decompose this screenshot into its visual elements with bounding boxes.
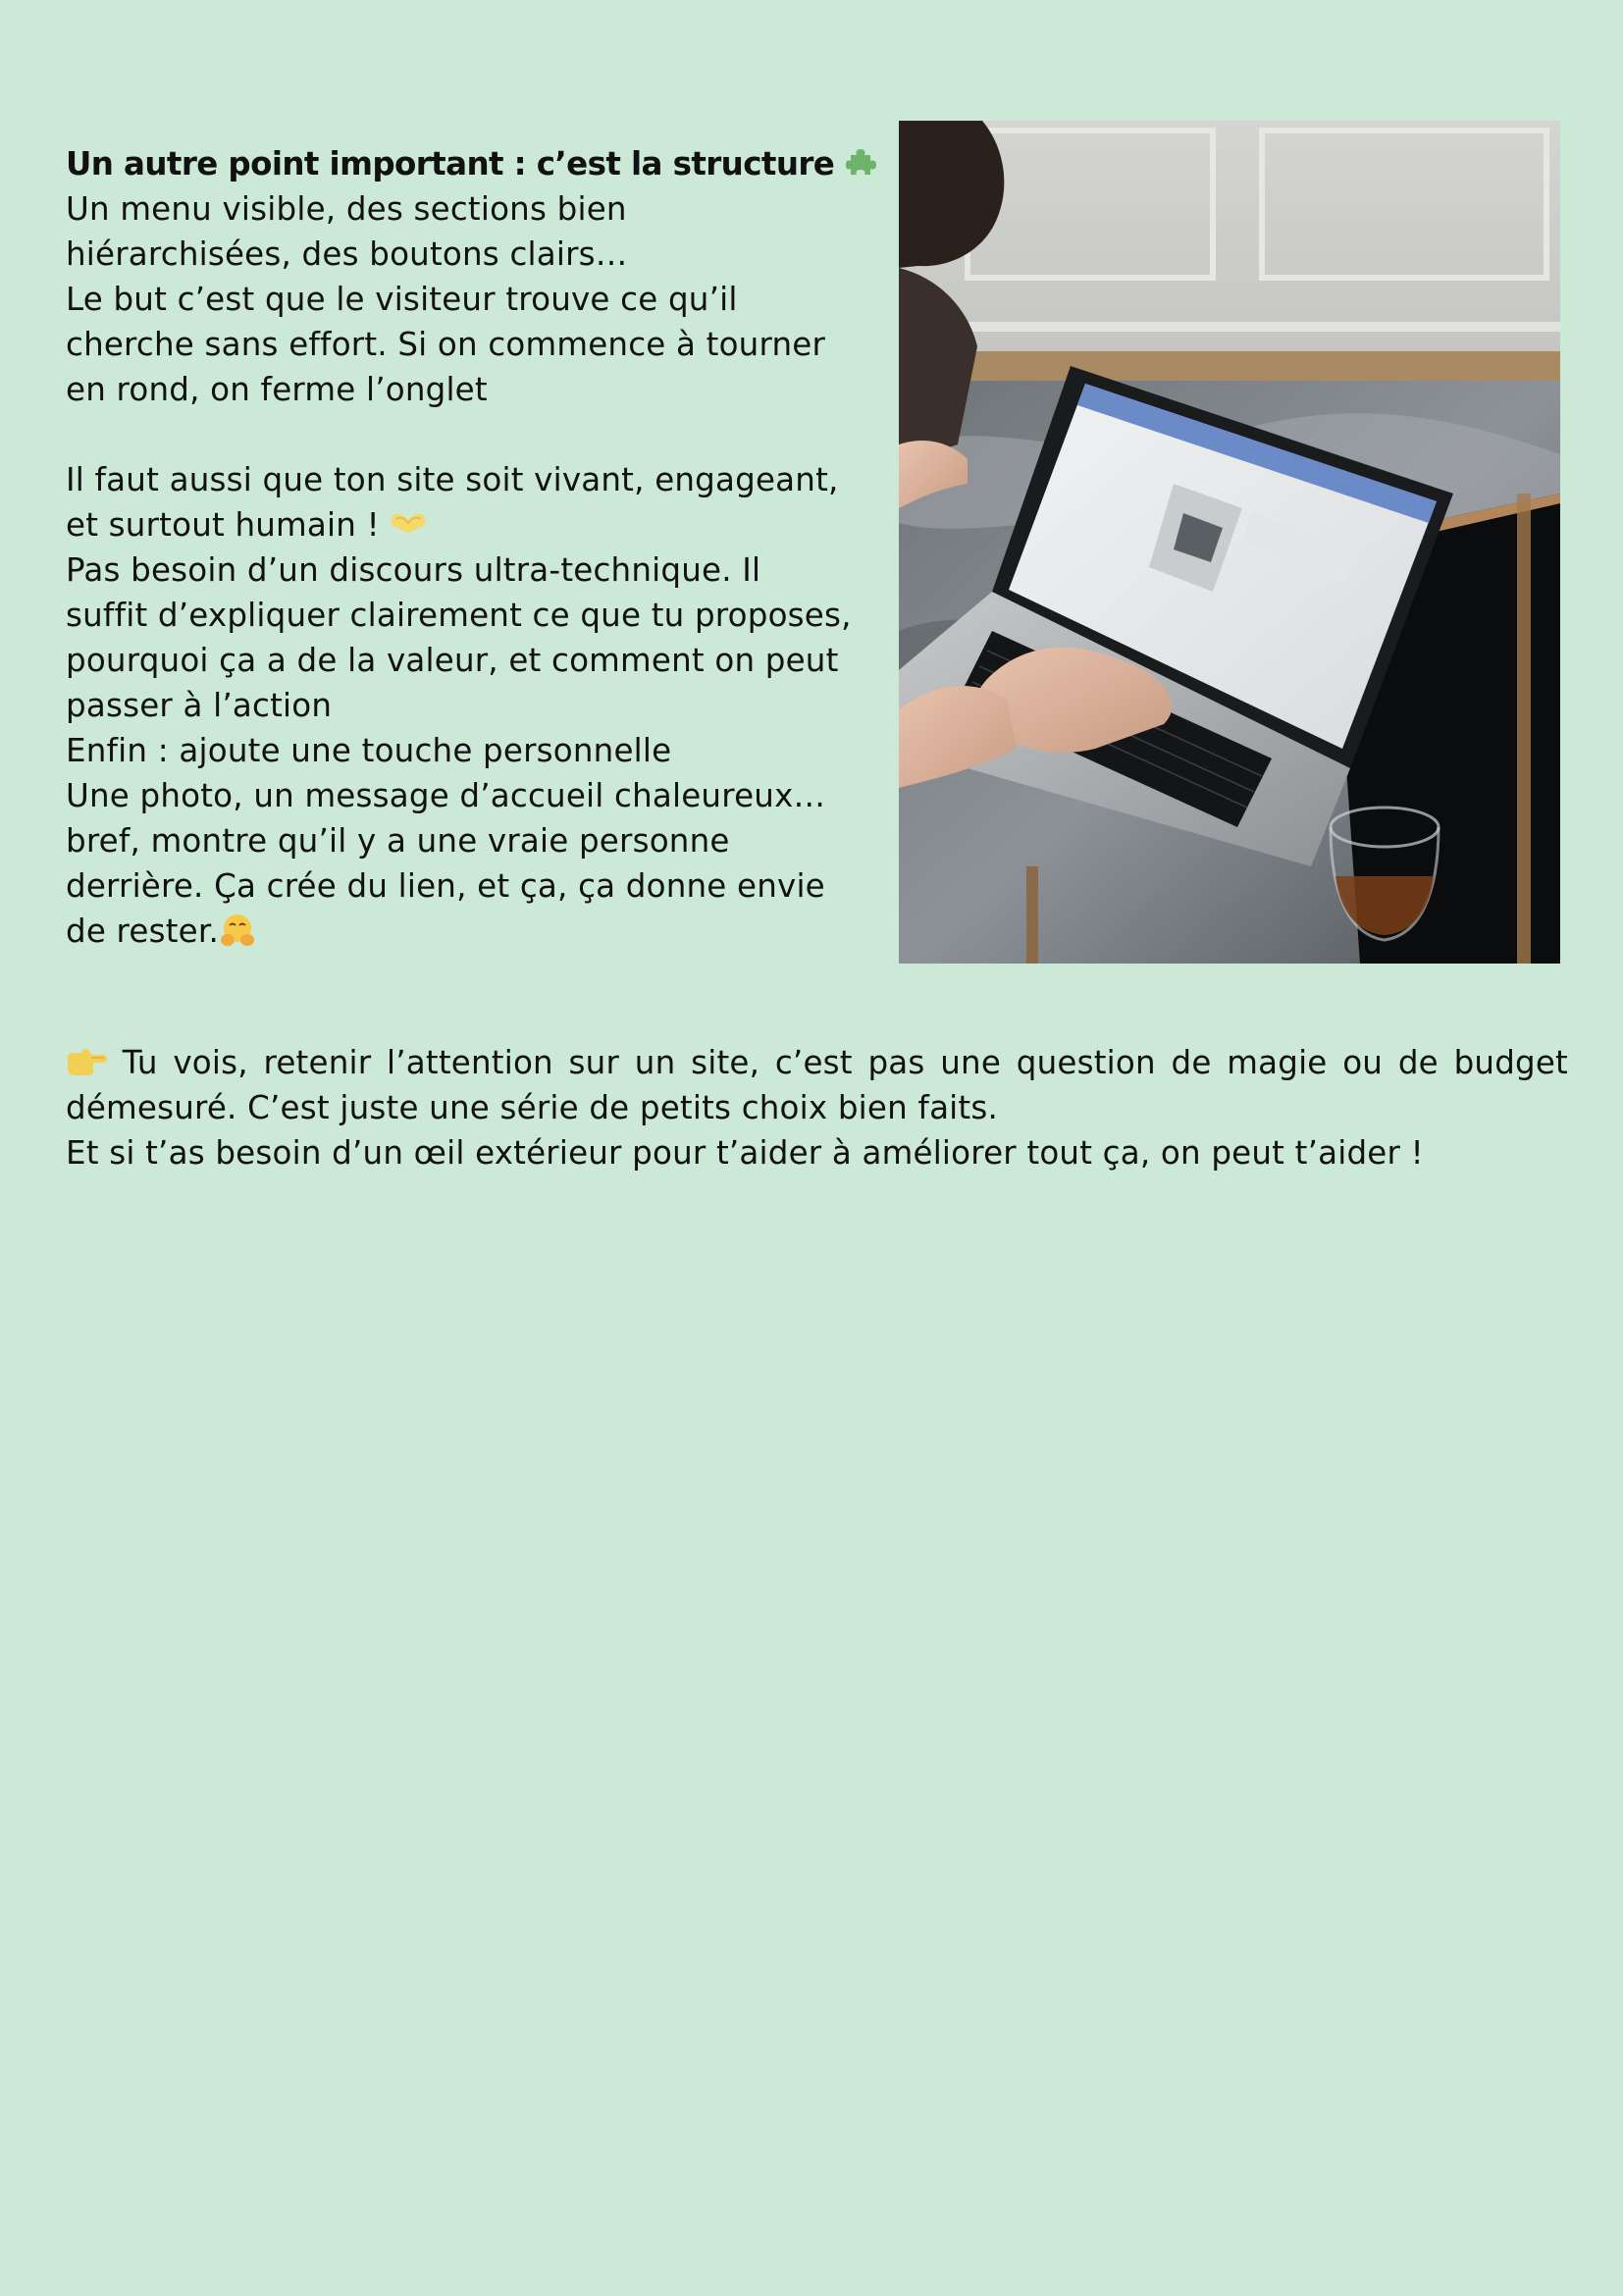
explain-line-8: derrière. Ça crée du lien, et ça, ça donne envie <box>66 867 825 905</box>
explain-line-4: passer à l’action <box>66 687 333 724</box>
conclusion-block <box>66 1040 1568 1175</box>
paragraph-gap <box>66 412 870 457</box>
explain-line-7: bref, montre qu’il y a une vraie personne <box>66 822 730 860</box>
structure-line-5: en rond, on ferme l’onglet <box>66 371 488 408</box>
heart-hands-icon <box>390 510 427 534</box>
structure-line-2: hiérarchisées, des boutons clairs… <box>66 235 628 273</box>
photo-person-laptop <box>899 121 1560 964</box>
explain-line-1: Pas besoin d’un discours ultra-technique. Il <box>66 551 761 589</box>
conclusion-text: Tu vois, retenir l’attention sur un site, c’est pas une question de magie ou de budget démesuré. C’est juste une série de petits choix bien faits. <box>66 1044 1569 1126</box>
heading-text: Un autre point important : c’est la structure <box>66 145 835 183</box>
structure-paragraph <box>66 186 870 412</box>
section-heading <box>66 141 870 186</box>
explain-line-2: suffit d’expliquer clairement ce que tu proposes, <box>66 597 852 634</box>
alive-line-2-text: et surtout humain ! <box>66 506 380 544</box>
hugging-face-icon <box>219 913 256 948</box>
text-column <box>66 141 870 954</box>
alive-line-1: Il faut aussi que ton site soit vivant, engageant, <box>66 461 839 498</box>
structure-line-3: Le but c’est que le visiteur trouve ce qu’il <box>66 281 738 318</box>
explain-line-6: Une photo, un message d’accueil chaleureux… <box>66 777 826 814</box>
explain-line-9: de rester. <box>66 909 870 954</box>
pointing-finger-icon <box>66 1048 107 1075</box>
closing-line: Et si t’as besoin d’un œil extérieur pour t’aider à améliorer tout ça, on peut t’aider ! <box>66 1134 1424 1172</box>
structure-line-1: Un menu visible, des sections bien <box>66 190 627 228</box>
puzzle-piece-icon <box>845 145 878 179</box>
explain-line-3: pourquoi ça a de la valeur, et comment on peut <box>66 642 839 679</box>
explain-paragraph <box>66 548 870 954</box>
alive-line-2 <box>66 502 870 548</box>
conclusion-paragraph <box>66 1040 1568 1130</box>
photo-illustration <box>899 121 1560 964</box>
structure-line-4: cherche sans effort. Si on commence à tourner <box>66 326 826 363</box>
explain-line-5: Enfin : ajoute une touche personnelle <box>66 732 672 769</box>
